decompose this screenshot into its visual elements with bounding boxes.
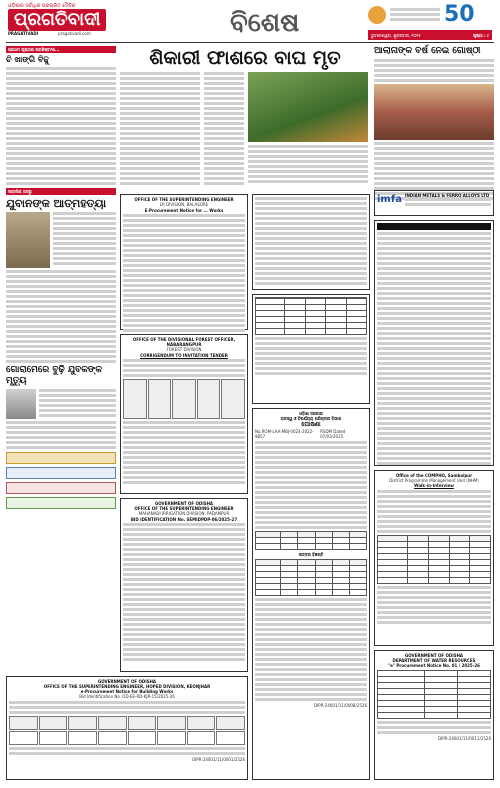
water-gov: GOVERNMENT OF ODISHA <box>404 653 464 658</box>
revenue-date: RSDM Dated 07/03/2025 <box>320 429 346 439</box>
revenue-table-1 <box>255 531 367 550</box>
ad-strip-1 <box>6 452 116 464</box>
right-notice-header <box>377 223 491 230</box>
tiger-photo <box>248 72 368 142</box>
imfa-notice <box>374 190 494 216</box>
website: pragativadi.com <box>58 31 91 36</box>
tender4-title: e-Procurement Notice for Building Works <box>80 689 174 694</box>
tender3-gov: GOVERNMENT OF ODISHA <box>154 501 214 506</box>
tender3-title: BID IDENTIFICATION No. SEMIDPDP-06/2025-27 <box>130 517 238 522</box>
tender2-sub: FOREST DIVISION <box>166 347 202 352</box>
tender1-title: E-Procurement Notice for ... Works <box>144 208 224 213</box>
tender2-office: OFFICE OF THE DIVISIONAL FOREST OFFICER, NABARANGPUR <box>132 337 236 347</box>
logo-english: PRAGATIVADI <box>8 31 39 36</box>
tender-notice-4 <box>6 676 248 780</box>
footer-code-right: DIPR-24001/11/0011/2526 <box>438 736 491 741</box>
notice-center-top <box>252 194 370 290</box>
suicide-label: ସାବାଲିକ ଜଳରୁ <box>6 188 116 195</box>
suicide-headline: ଯୁବାନଙ୍କ ଆତ୍ମହତ୍ୟା <box>6 197 107 210</box>
tender3-sub: MAHANADI IRRIGATION DIVISION, PADAMPUR <box>138 511 230 516</box>
revenue-table-2 <box>255 559 367 596</box>
victim-photo <box>6 212 50 268</box>
right-headline: ଆଲାନାଙ୍କ ବର୍ଷ ନେଇ ଗୋଷ୍ଠୀ <box>374 46 481 56</box>
revenue-title: ଘୋଷଣା <box>301 421 321 428</box>
water-title: "e" Procurement Notice No. 01 / 2025-26 <box>388 663 480 668</box>
revenue-gov: ଓଡ଼ିଶା ସରକାର <box>299 411 323 416</box>
imfa-sub: INDIAN METALS & FERRO ALLOYS LTD <box>404 193 490 198</box>
kicker: ପ୍ରଥମ ପୃଷ୍ଠାର ଅବଶିଷ୍ଟାଂଶ... <box>6 46 116 53</box>
tender1-sub: LR DIVISION, BALASORE <box>159 202 209 207</box>
brief-head: ଚି ଖାଙ୍ଗି ବିଚ୍ଚୁ <box>6 55 49 64</box>
ad-strip-3 <box>6 482 116 494</box>
revenue-office: ରାଜସ୍ୱ ଓ ବିପର୍ଯ୍ୟୟ ପରିଚାଳନା ବିଭାଗ <box>280 416 342 421</box>
revenue-subtitle: ଉତ୍ତର ବିଜ୍ଞପ୍ତି <box>298 552 324 557</box>
ad-strip-4 <box>6 497 116 509</box>
footer-code-left: OIPR-24001/11/0001/2526 <box>191 757 245 762</box>
tender2-grid <box>123 379 245 419</box>
tender-notice-2 <box>120 334 248 494</box>
date-line: ଭୁବନେଶ୍ୱର, ଶୁକ୍ରବାର, ୨୦୨୫ <box>371 32 421 38</box>
water-resources-notice <box>374 650 494 780</box>
compho-office: Office of the COMPHO, Sambalpur <box>395 473 473 478</box>
anniversary-banner <box>368 4 492 26</box>
anniversary-number: 50 <box>444 2 475 27</box>
compho-title: Walk-in-Interview <box>414 483 454 488</box>
masthead-rule <box>6 42 494 43</box>
revenue-notice <box>252 408 370 780</box>
tender4-ref: Bid Identification No. OD-EE-RD-KJR-15/2025-26 <box>79 694 175 699</box>
crowd-photo <box>374 84 494 140</box>
compho-sub: District Programme Management Unit (NHM) <box>389 478 479 483</box>
tender-notice-1 <box>120 194 248 330</box>
ad-strip-2 <box>6 467 116 479</box>
main-headline: ଶିକାରୀ ଫାଶରେ ବାଘ ମୃତ <box>149 47 341 69</box>
left-column <box>6 46 116 509</box>
water-dept: DEPARTMENT OF WATER RESOURCES <box>392 658 476 663</box>
masthead-logo-block <box>8 4 218 38</box>
section-title: ବିଶେଷ <box>230 8 300 38</box>
tender-notice-3 <box>120 498 248 672</box>
tender2-title: CORRIGENDUM TO INVITATION TENDER <box>140 353 228 358</box>
center-table <box>255 297 367 335</box>
revenue-ref: No.ROM-LAA-MBJ-0024-2022-9857 <box>255 429 314 439</box>
footer-code-mid: DIPR-24001/11/0008/2526 <box>314 703 367 708</box>
right-story <box>374 46 494 202</box>
compho-notice <box>374 470 494 646</box>
compho-table <box>377 535 491 584</box>
notice-center-table <box>252 294 370 404</box>
date-bar <box>368 30 492 40</box>
main-headline-block <box>120 46 370 70</box>
page-label: ପୃଷ୍ଠା : ୯ <box>473 32 489 38</box>
logo-odia: ପ୍ରଗତିବାଦୀ <box>8 9 106 31</box>
tender1-office: OFFICE OF THE SUPERINTENDING ENGINEER <box>134 197 234 202</box>
main-story-body <box>120 72 370 190</box>
right-notice-1 <box>374 220 494 466</box>
road-headline: ଗୋରାମେରେ ବୁଢ଼ି ଯୁବକଙ୍କ ମୃତ୍ୟୁ <box>6 365 102 386</box>
tender3-office: OFFICE OF THE SUPERINTENDING ENGINEER <box>134 506 234 511</box>
imfa-logo: imfa <box>377 194 402 205</box>
water-table <box>377 670 491 719</box>
victim-thumb <box>6 389 36 419</box>
tender4-gov: GOVERNMENT OF ODISHA <box>97 679 157 684</box>
emblem-icon <box>368 6 386 24</box>
tagline: ଓଡ଼ିଶାର ସର୍ବାଧିକ ପ୍ରଚାରିତ ଦୈନିକ <box>8 3 76 9</box>
tender4-grid <box>9 716 245 745</box>
tender4-office: OFFICE OF THE SUPERINTENDING ENGINEER, HOPED DIVISION, KEONJHAR <box>43 684 211 689</box>
